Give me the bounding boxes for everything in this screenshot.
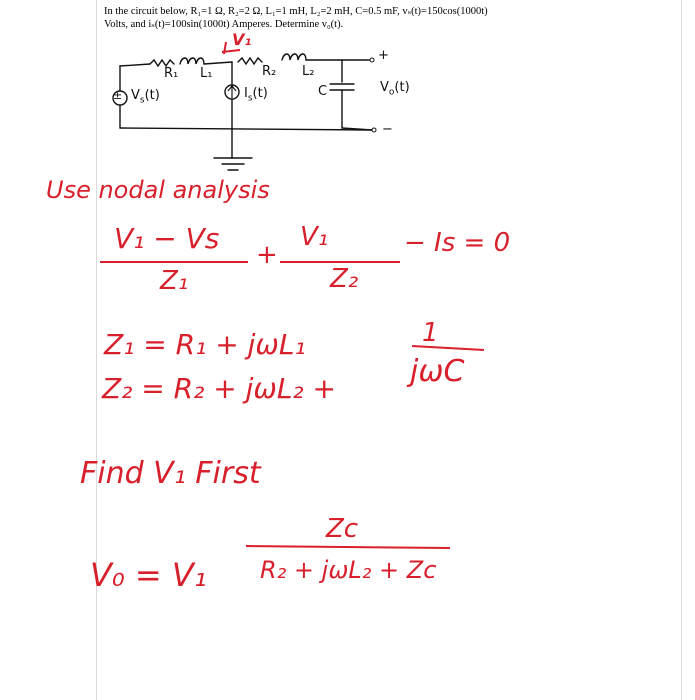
is-subscript: s <box>247 93 253 104</box>
is-symbol: I <box>244 86 248 101</box>
l1-label: L₁ <box>200 66 213 81</box>
eq1-num-right: V₁ <box>300 222 329 252</box>
z2-frac-num: 1 <box>422 318 439 348</box>
vo-subscript: o <box>388 87 395 98</box>
vo-lhs: V₀ = V₁ <box>90 556 207 594</box>
vo-den: R₂ + jωL₂ + Zc <box>260 556 437 584</box>
find-line: Find V₁ First <box>80 456 261 491</box>
z2-frac-den: jωC <box>410 354 465 389</box>
c-label: C <box>318 84 328 99</box>
source-sign: ± <box>113 89 123 102</box>
nodal-heading: Use nodal analysis <box>46 176 270 204</box>
eq1-den-left: Z₁ <box>160 266 189 296</box>
node-label: V₁ <box>232 30 252 49</box>
is-time: (t) <box>252 86 268 101</box>
vs-symbol: V <box>131 88 140 103</box>
z2-definition: Z₂ = R₂ + jωL₂ + <box>102 372 337 405</box>
vs-subscript: s <box>139 95 145 106</box>
vo-num: Zc <box>326 514 359 544</box>
eq1-plus: + <box>256 240 278 270</box>
r2-label: R₂ <box>262 64 277 79</box>
eq1-tail: − Is = 0 <box>404 228 511 258</box>
eq1-num-left: V₁ − Vs <box>114 222 220 255</box>
problem-line-1: In the circuit below, R₁=1 Ω, R₂=2 Ω, L₁=1 mH, L₂=2 mH, C=0.5 mF, vₛ(t)=150cos(1000t) <box>104 6 488 17</box>
vo-time: (t) <box>394 80 410 95</box>
vs-time: (t) <box>144 88 160 103</box>
z1-definition: Z₁ = R₁ + jωL₁ <box>104 328 306 361</box>
eq1-den-right: Z₂ <box>330 264 359 294</box>
vo-symbol: V <box>380 80 389 95</box>
r1-label: R₁ <box>164 66 179 81</box>
l2-label: L₂ <box>302 64 315 79</box>
minus-sign: − <box>382 122 393 137</box>
plus-sign: + <box>378 48 389 63</box>
problem-line-2: Volts, and iₛ(t)=100sin(1000t) Amperes. Determine v₀(t). <box>104 18 344 30</box>
